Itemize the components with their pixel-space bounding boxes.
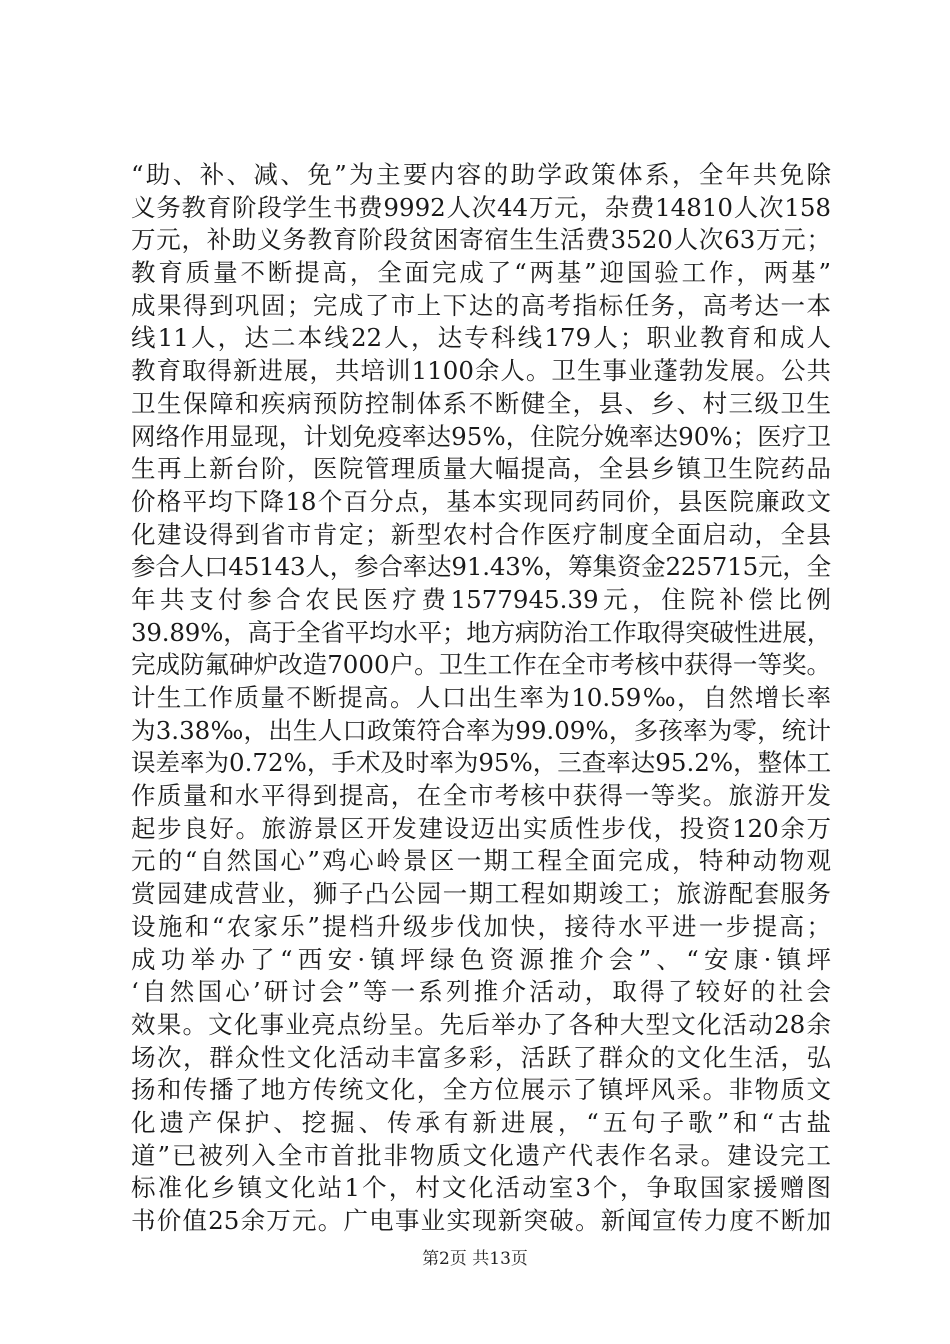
text-line: 教育质量不断提高，全面完成了“两基”迎国验工作，两基” xyxy=(131,258,831,288)
text-line: 教育取得新进展，共培训1100余人。卫生事业蓬勃发展。公共 xyxy=(131,356,831,386)
text-line: 成功举办了“西安·镇坪绿色资源推介会”、“安康·镇坪 xyxy=(131,944,831,974)
text-line: 计生工作质量不断提高。人口出生率为10.59‰，自然增长率 xyxy=(131,683,831,712)
text-line: 标准化乡镇文化站1个，村文化活动室3个，争取国家援赠图 xyxy=(131,1173,831,1203)
text-line: ‘自然国心’研讨会”等一系列推介活动，取得了较好的社会 xyxy=(131,977,831,1007)
text-line: 39.89%，高于全省平均水平；地方病防治工作取得突破性进展， xyxy=(131,617,831,647)
text-line: 扬和传播了地方传统文化，全方位展示了镇坪风采。非物质文 xyxy=(131,1075,831,1105)
text-line: 化建设得到省市肯定；新型农村合作医疗制度全面启动，全县 xyxy=(131,519,831,549)
text-line: 道”已被列入全市首批非物质文化遗产代表作名录。建设完工 xyxy=(131,1140,831,1170)
text-line: 误差率为0.72%，手术及时率为95%，三查率达95.2%，整体工 xyxy=(131,748,832,778)
text-line: 万元，补助义务教育阶段贫困寄宿生生活费3520人次63万元； xyxy=(131,225,831,255)
body-paragraph xyxy=(131,159,831,1238)
text-line: 网络作用显现，计划免疫率达95%，住院分娩率达90%；医疗卫 xyxy=(131,421,831,451)
text-line: 为3.38‰，出生人口政策符合率为99.09%，多孩率为零，统计 xyxy=(131,715,831,745)
text-line: 效果。文化事业亮点纷呈。先后举办了各种大型文化活动28余 xyxy=(131,1009,831,1039)
text-line: 元的“自然国心”鸡心岭景区一期工程全面完成，特种动物观 xyxy=(131,846,831,876)
text-line: 义务教育阶段学生书费9992人次44万元，杂费14810人次158 xyxy=(131,192,831,222)
text-line: 年共支付参合农民医疗费1577945.39元，住院补偿比例 xyxy=(131,584,831,614)
text-line: 赏园建成营业，狮子凸公园一期工程如期竣工；旅游配套服务 xyxy=(131,879,831,909)
text-line: 设施和“农家乐”提档升级步伐加快，接待水平进一步提高； xyxy=(131,911,831,941)
text-line: 成果得到巩固；完成了市上下达的高考指标任务，高考达一本 xyxy=(131,290,831,320)
text-line: 生再上新台阶，医院管理质量大幅提高，全县乡镇卫生院药品 xyxy=(131,454,831,484)
text-line: 书价值25余万元。广电事业实现新突破。新闻宣传力度不断加 xyxy=(131,1206,831,1235)
text-line: 参合人口45143人，参合率达91.43%，筹集资金225715元，全 xyxy=(131,552,831,582)
page-number-footer: 第2页 共13页 xyxy=(422,1249,528,1269)
text-line: 卫生保障和疾病预防控制体系不断健全，县、乡、村三级卫生 xyxy=(131,388,831,418)
text-line: 价格平均下降18个百分点，基本实现同药同价，县医院廉政文 xyxy=(131,486,831,516)
text-line: 场次，群众性文化活动丰富多彩，活跃了群众的文化生活，弘 xyxy=(131,1042,831,1072)
text-line: 线11人，达二本线22人，达专科线179人；职业教育和成人 xyxy=(131,323,831,353)
text-line: “助、补、减、免”为主要内容的助学政策体系，全年共免除 xyxy=(131,160,831,189)
text-line: 完成防氟砷炉改造7000户。卫生工作在全市考核中获得一等奖。 xyxy=(131,650,831,680)
text-line: 化遗产保护、挖掘、传承有新进展，“五句子歌”和“古盐 xyxy=(131,1107,831,1137)
text-line: 作质量和水平得到提高，在全市考核中获得一等奖。旅游开发 xyxy=(131,781,831,811)
text-line: 起步良好。旅游景区开发建设迈出实质性步伐，投资120余万 xyxy=(131,813,831,843)
